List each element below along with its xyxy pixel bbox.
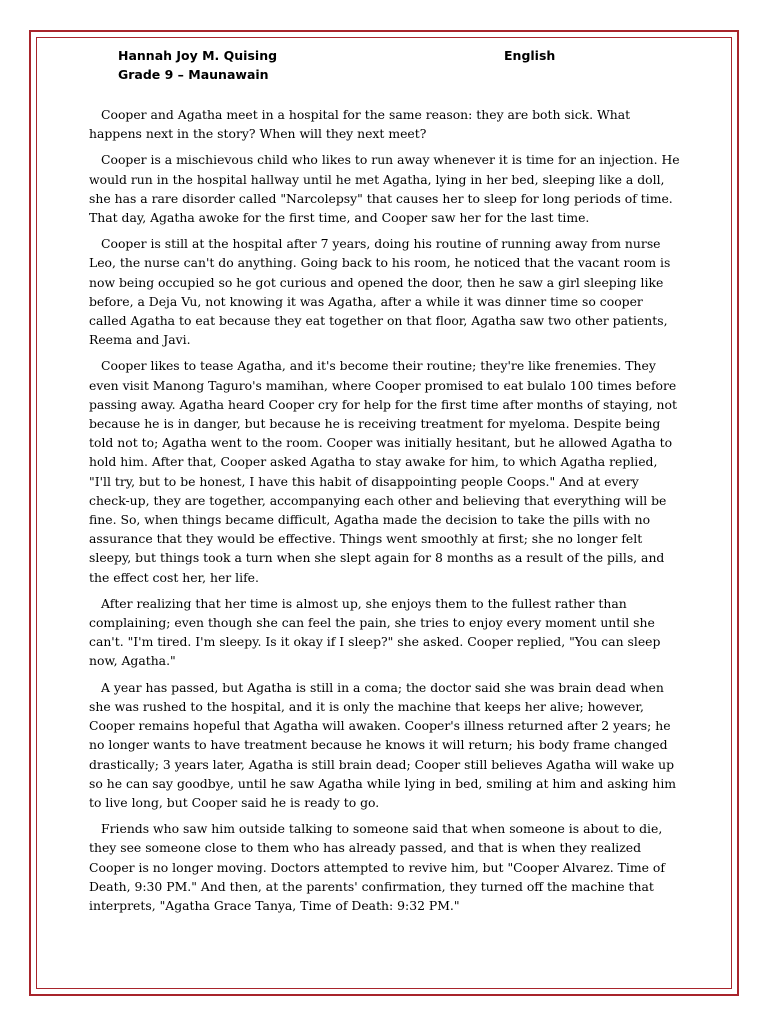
paragraph: Cooper is still at the hospital after 7 years, doing his routine of running away from nurse Leo, the nurse can't do anything. Going back to his room, he noticed that the vacant room is now being occupied so he got curious and opened the door, then he saw a girl sleeping like before, a Deja Vu, not knowing it was Agatha, after a while it was dinner time so cooper called Agatha to eat because they eat together on that floor, Agatha saw two other patients, Reema and Javi. [89,236,671,348]
paragraph: A year has passed, but Agatha is still in a coma; the doctor said she was brain dead when she was rushed to the hospital, and it is only the machine that keeps her alive; however, Cooper remains hopeful that Agatha will awaken. Cooper's illness returned after 2 years; he no longer wants to have treatment because he knows it will return; his body frame changed drastically; 3 years later, Agatha is still brain dead; Cooper still believes Agatha will wake up so he can say goodbye, until he saw Agatha while lying in bed, smiling at him and asking him to live long, but Cooper said he is ready to go. [89,679,677,810]
paragraph: Friends who saw him outside talking to someone said that when someone is about to die, they see someone close to them who has already passed, and that is when they realized Cooper is no longer moving. Doctors attempted to revive him, but "Cooper Alvarez. Time of Death, 9:30 PM." And then, at the parents' confirmation, they turned off the machine that interprets, "Agatha Grace Tanya, Time of Death: 9:32 PM." [89,821,665,913]
grade-section: Grade 9 – Maunawain [118,67,269,82]
paragraph: Cooper and Agatha meet in a hospital for the same reason: they are both sick. What happens next in the story? When will they next meet? [89,107,631,142]
paragraph: Cooper is a mischievous child who likes to run away whenever it is time for an injection. He would run in the hospital hallway until he met Agatha, lying in her bed, sleeping like a doll, she has a rare disorder called "Narcolepsy" that causes her to sleep for long periods of time. That day, Agatha awoke for the first time, and Cooper saw her for the last time. [89,152,680,226]
essay-body [89,105,681,922]
subject-label: English [504,48,556,63]
paragraph: After realizing that her time is almost up, she enjoys them to the fullest rather than complaining; even though she can feel the pain, she tries to enjoy every moment until she can't. "I'm tired. I'm sleepy. Is it okay if I sleep?" she asked. Cooper replied, "You can sleep now, Agatha." [89,595,661,669]
paragraph: Cooper likes to tease Agatha, and it's become their routine; they're like frenemies. They even visit Manong Taguro's mamihan, where Cooper promised to eat bulalo 100 times before passing away. Agatha heard Cooper cry for help for the first time after months of staying, not because he is in danger, but because he is receiving treatment for myeloma. Despite being told not to; Agatha went to the room. Cooper was initially hesitant, but he allowed Agatha to hold him. After that, Cooper asked Agatha to stay awake for him, to which Agatha replied, "I'll try, but to be honest, I have this habit of disappointing people Coops." And at every check-up, they are together, accompanying each other and believing that everything will be fine. So, when things became difficult, Agatha made the decision to take the pills with no assurance that they would be effective. Things went smoothly at first; she no longer felt sleepy, but things took a turn when she slept again for 8 months as a result of the pills, and the effect cost her, her life. [89,358,677,585]
student-name: Hannah Joy M. Quising [118,48,278,63]
